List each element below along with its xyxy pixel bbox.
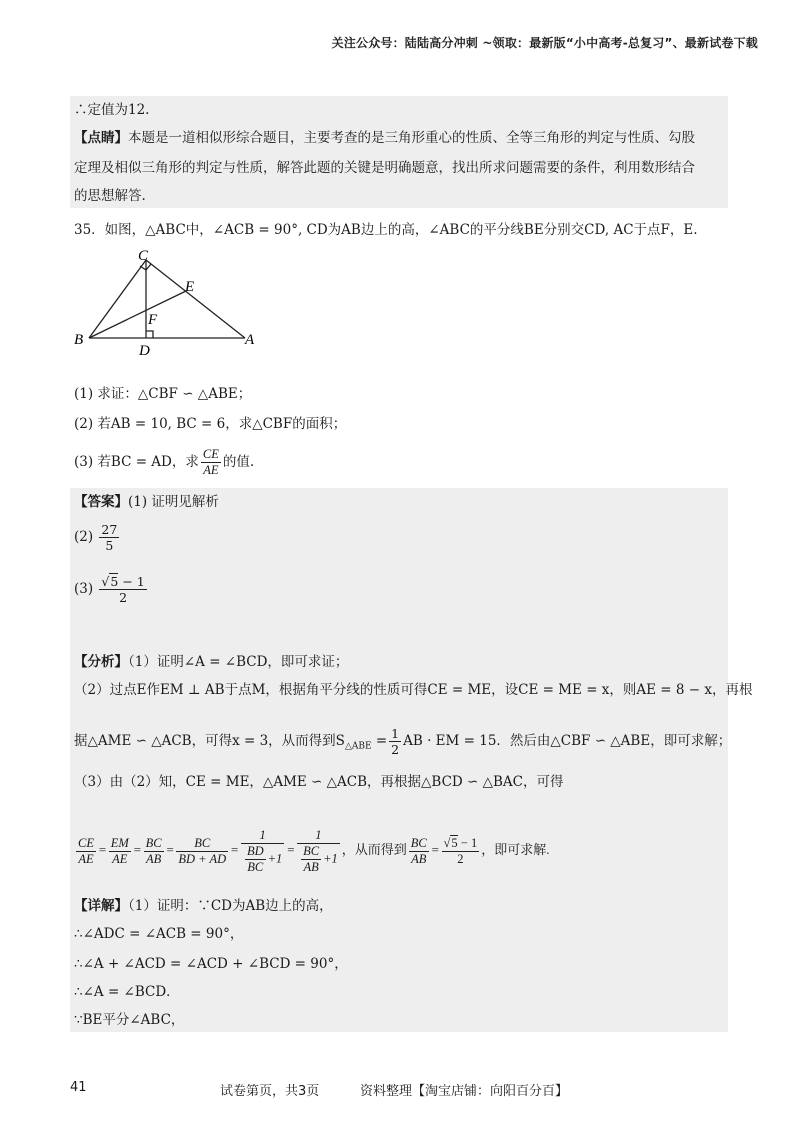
question-1: (1) 求证：△CBF ∽ △ABE； bbox=[74, 386, 252, 402]
label-c: C bbox=[138, 248, 149, 264]
chain-f8-num bbox=[442, 836, 480, 852]
chain-f5-inner-den: BC bbox=[247, 859, 264, 874]
label-e: E bbox=[185, 279, 195, 295]
chain-f4 bbox=[176, 836, 228, 867]
chain-f6-num: 1 bbox=[297, 828, 340, 844]
chain-f2 bbox=[109, 836, 131, 867]
analysis-3c: AB · EM = 15．然后由△CBF ∽ △ABE，即可求解； bbox=[403, 733, 732, 749]
answer-tag: 【答案】 bbox=[74, 494, 128, 510]
answer-1: (1) 证明见解析 bbox=[128, 494, 219, 510]
chain-f8-den: 2 bbox=[457, 851, 464, 866]
side-ca bbox=[146, 260, 245, 338]
q3-prefix: (3) 若BC = AD，求 bbox=[74, 454, 199, 470]
answer-2-label: (2) bbox=[74, 529, 94, 545]
detail-line-3: ∴∠A + ∠ACD = ∠ACD + ∠BCD = 90°， bbox=[74, 956, 348, 972]
chain-f8-minus-one: − 1 bbox=[457, 835, 478, 850]
comment-tag: 【点睛】 bbox=[74, 130, 128, 146]
page-number: 41 bbox=[70, 1080, 87, 1095]
chain-f3 bbox=[144, 836, 164, 867]
page-info: 试卷第页，共3页 bbox=[220, 1084, 320, 1099]
chain-f4-num: BC bbox=[176, 836, 228, 852]
comment-text-1: 本题是一道相似形综合题目，主要考查的是三角形重心的性质、全等三角形的判定与性质、勾股 bbox=[128, 130, 695, 146]
chain-f7-den: AB bbox=[411, 851, 427, 866]
chain-f5-inner bbox=[245, 844, 266, 875]
page-header: 关注公众号：陆陆高分冲刺 ~领取：最新版“小中高考-总复习”、最新试卷下载 bbox=[331, 36, 758, 50]
chain-f6-plus: +1 bbox=[323, 850, 338, 865]
detail-line-2: ∴∠ADC = ∠ACB = 90°， bbox=[74, 926, 244, 942]
problem-stem: 35．如图，△ABC中，∠ACB = 90°, CD为AB边上的高，∠ABC的平分线BE分别交CD, AC于点F，E. bbox=[74, 222, 698, 238]
chain-f7-num: BC bbox=[410, 835, 427, 850]
detail-line-4: ∴∠A = ∠BCD． bbox=[74, 984, 180, 1000]
chain-eq-3: = bbox=[165, 842, 175, 857]
chain-f6-inner-num: BC bbox=[303, 843, 320, 858]
chain-eq-4: = bbox=[230, 842, 239, 857]
answer-3-den: 2 bbox=[119, 590, 128, 605]
detail-1: （1）证明：∵CD为AB边上的高， bbox=[128, 898, 333, 914]
chain-f1-num: CE bbox=[78, 835, 94, 850]
chain-f3-den: AB bbox=[145, 851, 162, 866]
chain-f5-num: 1 bbox=[241, 828, 284, 844]
answer-2-num: 27 bbox=[101, 522, 118, 537]
analysis-1: （1）证明∠A = ∠BCD，即可求证； bbox=[128, 654, 349, 670]
chain-eq-6: = bbox=[430, 842, 440, 857]
chain-f1 bbox=[76, 836, 96, 867]
chain-f6-inner bbox=[301, 844, 321, 875]
detail-tag: 【详解】 bbox=[74, 898, 128, 914]
analysis-line-2: （2）过点E作EM ⊥ AB于点M，根据角平分线的性质可得CE = ME，设CE = ME = x，则AE = 8 − x，再根 bbox=[74, 682, 753, 698]
half-num: 1 bbox=[391, 726, 400, 741]
answer-3-num bbox=[99, 574, 146, 590]
analysis-line-1 bbox=[74, 652, 348, 672]
fraction-chain bbox=[74, 818, 550, 882]
analysis-3b: = bbox=[371, 733, 388, 749]
comment-line-2: 定理及相似三角形的判定与性质，解答此题的关键是明确题意，找出所求问题需要的条件，利用数形结合 bbox=[74, 160, 695, 176]
side-bc bbox=[89, 260, 146, 338]
chain-f2-num: EM bbox=[110, 835, 129, 850]
q3-den: AE bbox=[203, 463, 219, 477]
answer-2-fraction bbox=[99, 522, 119, 553]
chain-f2-den: AE bbox=[112, 851, 128, 866]
chain-f5-inner-num: BD bbox=[246, 843, 264, 858]
chain-end: ，即可求解. bbox=[481, 842, 550, 857]
q3-suffix: 的值. bbox=[222, 454, 255, 470]
chain-f5 bbox=[241, 828, 284, 875]
detail-line-1 bbox=[74, 896, 333, 916]
label-f: F bbox=[148, 312, 158, 328]
chain-f8-sqrt-sign: √ bbox=[443, 835, 451, 850]
chain-f5-plus: +1 bbox=[267, 850, 283, 865]
half-den: 2 bbox=[391, 742, 400, 757]
q3-fraction bbox=[201, 447, 221, 478]
answer-line-3 bbox=[74, 572, 149, 606]
answer-2-den: 5 bbox=[105, 538, 114, 553]
label-b: B bbox=[74, 332, 84, 348]
answer-line-1 bbox=[74, 492, 219, 512]
answer-3-minus-one: − 1 bbox=[118, 574, 145, 589]
right-angle-mark bbox=[146, 331, 153, 338]
chain-f8 bbox=[442, 836, 480, 867]
chain-f1-den: AE bbox=[78, 851, 94, 866]
analysis-tag: 【分析】 bbox=[74, 654, 128, 670]
chain-f6-inner-den: AB bbox=[303, 859, 319, 874]
answer-3-fraction bbox=[99, 574, 146, 605]
bisector-be bbox=[89, 291, 186, 338]
chain-f5-den bbox=[241, 844, 284, 875]
answer-3-sqrt-sign: √ bbox=[101, 574, 110, 589]
q3-num: CE bbox=[202, 447, 219, 461]
prev-conclusion: ∴定值为12. bbox=[74, 102, 150, 118]
chain-f8-radicand: 5 bbox=[451, 835, 458, 850]
answer-3-label: (3) bbox=[74, 581, 94, 597]
label-d: D bbox=[139, 343, 150, 359]
comment-line-1 bbox=[74, 128, 695, 148]
source-info: 资料整理【淘宝店铺：向阳百分百】 bbox=[360, 1084, 569, 1099]
question-3 bbox=[74, 446, 254, 478]
detail-line-5: ∵BE平分∠ABC， bbox=[74, 1012, 185, 1028]
label-a: A bbox=[245, 332, 255, 348]
answer-line-2 bbox=[74, 520, 121, 554]
chain-f7 bbox=[409, 836, 429, 867]
chain-eq-2: = bbox=[132, 842, 142, 857]
chain-eq-1: = bbox=[97, 842, 107, 857]
answer-3-radicand: 5 bbox=[110, 574, 119, 589]
triangle-figure bbox=[70, 248, 270, 360]
chain-eq-5: = bbox=[286, 842, 296, 857]
analysis-line-3 bbox=[74, 724, 731, 764]
question-2: (2) 若AB = 10, BC = 6，求△CBF的面积； bbox=[74, 416, 347, 432]
chain-f3-num: BC bbox=[145, 835, 162, 850]
chain-f6 bbox=[297, 828, 340, 875]
chain-f6-den bbox=[297, 844, 340, 875]
analysis-3a: 据△AME ∽ △ACB，可得x = 3，从而得到S bbox=[74, 733, 345, 749]
chain-mid: ，从而得到 bbox=[341, 842, 407, 857]
analysis-line-4: （3）由（2）知，CE = ME，△AME ∽ △ACB，再根据△BCD ∽ △BAC，可得 bbox=[74, 774, 564, 790]
half-fraction bbox=[389, 726, 401, 757]
comment-line-3: 的思想解答. bbox=[74, 188, 146, 204]
prev-solution-block bbox=[70, 96, 728, 208]
chain-f4-den: BD + AD bbox=[178, 851, 227, 866]
area-subscript: △ABE bbox=[344, 741, 372, 752]
